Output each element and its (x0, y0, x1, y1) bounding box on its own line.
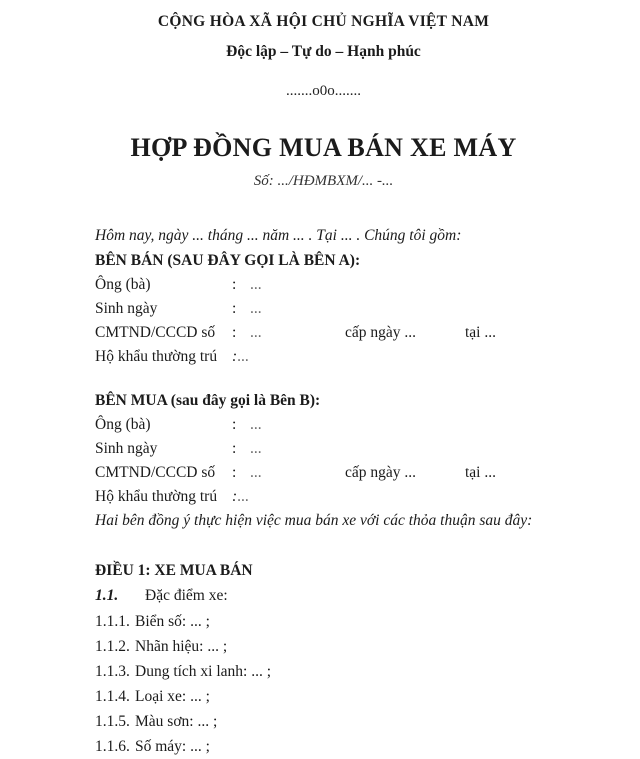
seller-id-value: ... (250, 324, 262, 341)
seller-id-label: CMTND/CCCD số (95, 324, 216, 341)
buyer-address-value: ... (237, 488, 249, 505)
buyer-id-issued-place: tại ... (465, 464, 496, 481)
buyer-birthdate-value: ... (250, 440, 262, 457)
clause-text: Loại xe: ... ; (135, 688, 210, 705)
buyer-name-row (95, 413, 552, 437)
subsection-number: 1.1. (95, 587, 119, 604)
subsection-title: Đặc điểm xe: (145, 587, 228, 604)
clause-text: Dung tích xi lanh: ... ; (135, 663, 272, 680)
contract-title: HỢP ĐỒNG MUA BÁN XE MÁY (130, 133, 517, 162)
clause-number: 1.1.1. (95, 613, 130, 630)
article1-subsection (95, 583, 552, 609)
seller-name-value: ... (250, 276, 262, 293)
buyer-id-value: ... (250, 464, 262, 481)
clause-text: Số máy: ... ; (135, 738, 210, 755)
field-colon: : (232, 416, 237, 433)
buyer-address-label: Hộ khẩu thường trú (95, 488, 218, 505)
seller-birthdate-label: Sinh ngày (95, 300, 158, 317)
field-colon: : (232, 440, 237, 457)
seller-address-label: Hộ khẩu thường trú (95, 348, 218, 365)
clause-plate-number (95, 609, 552, 634)
national-header: CỘNG HÒA XÃ HỘI CHỦ NGHĨA VIỆT NAM (157, 13, 490, 30)
seller-heading: BÊN BÁN (SAU ĐÂY GỌI LÀ BÊN A): (95, 252, 361, 269)
seller-id-issued-date: cấp ngày ... (345, 324, 417, 341)
agreement-line: Hai bên đồng ý thực hiện việc mua bán xe với các thỏa thuận sau đây: (95, 512, 533, 529)
clause-paint-color (95, 709, 552, 734)
buyer-id-issued-date: cấp ngày ... (345, 464, 417, 481)
field-colon: : (232, 464, 237, 481)
buyer-id-label: CMTND/CCCD số (95, 464, 216, 481)
clause-engine-number (95, 734, 552, 759)
seller-birthdate-row (95, 297, 552, 321)
buyer-birthdate-label: Sinh ngày (95, 440, 158, 457)
article1-heading: ĐIỀU 1: XE MUA BÁN (95, 562, 253, 579)
clause-number: 1.1.5. (95, 713, 130, 730)
clause-text: Màu sơn: ... ; (135, 713, 218, 730)
seller-name-label: Ông (bà) (95, 276, 151, 293)
header-separator: .......o0o....... (286, 83, 361, 99)
field-colon: : (232, 348, 238, 365)
buyer-name-value: ... (250, 416, 262, 433)
clause-number: 1.1.4. (95, 688, 130, 705)
seller-address-row (95, 345, 552, 369)
seller-name-row (95, 273, 552, 297)
field-colon: : (232, 276, 237, 293)
national-motto: Độc lập – Tự do – Hạnh phúc (226, 43, 421, 60)
field-colon: : (232, 324, 237, 341)
clause-brand (95, 634, 552, 659)
seller-id-row (95, 321, 552, 345)
buyer-address-row (95, 485, 552, 509)
clause-text: Nhãn hiệu: ... ; (135, 638, 228, 655)
seller-address-value: ... (237, 348, 249, 365)
clause-text: Biển số: ... ; (135, 613, 210, 630)
clause-engine-capacity (95, 659, 552, 684)
buyer-name-label: Ông (bà) (95, 416, 151, 433)
seller-id-issued-place: tại ... (465, 324, 496, 341)
buyer-id-row (95, 461, 552, 485)
contract-number: Số: .../HĐMBXM/... -... (253, 173, 394, 189)
field-colon: : (232, 488, 238, 505)
buyer-birthdate-row (95, 437, 552, 461)
field-colon: : (232, 300, 237, 317)
intro-line: Hôm nay, ngày ... tháng ... năm ... . Tại ... . Chúng tôi gồm: (95, 227, 462, 244)
clause-number: 1.1.3. (95, 663, 130, 680)
buyer-heading: BÊN MUA (sau đây gọi là Bên B): (95, 392, 321, 409)
seller-birthdate-value: ... (250, 300, 262, 317)
clause-vehicle-type (95, 684, 552, 709)
clause-number: 1.1.6. (95, 738, 130, 755)
clause-number: 1.1.2. (95, 638, 130, 655)
